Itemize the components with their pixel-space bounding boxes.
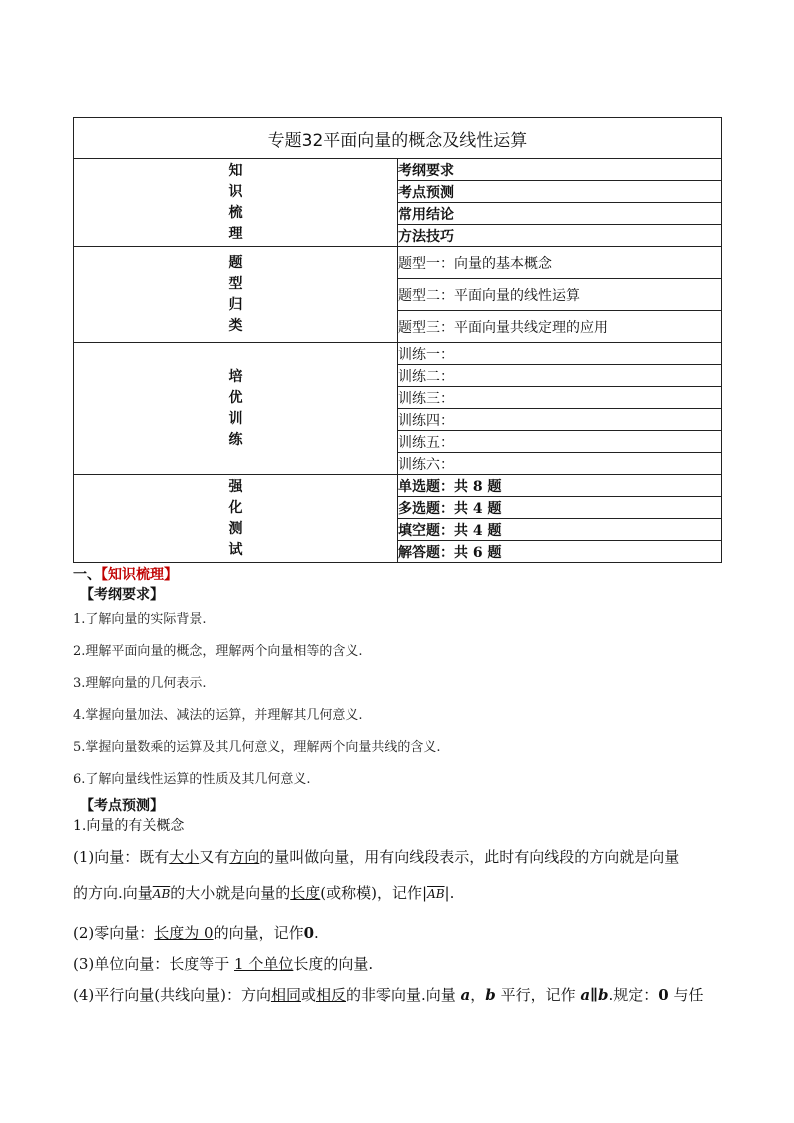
heading-outline-requirements: 【考纲要求】 — [80, 587, 164, 603]
paragraph-vector-def-cont: 的方向.向量$\overline{AB}$的大小就是向量的长度(或称模)，记作$|\overline{AB}|$. — [73, 884, 455, 902]
paragraph-parallel-vector: (4)平行向量(共线向量)：方向相同或相反的非零向量.向量 a，b 平行，记作 a∥b.规定：0 与任 — [73, 986, 704, 1004]
outline-item[interactable]: 解答题：共 6 题 — [398, 541, 722, 563]
outline-item[interactable]: 训练六： — [398, 453, 722, 475]
outline-item[interactable]: 训练四： — [398, 409, 722, 431]
outline-item[interactable]: 填空题：共 4 题 — [398, 519, 722, 541]
prediction-subheading: 1.向量的有关概念 — [73, 818, 185, 834]
outline-item[interactable]: 单选题：共 8 题 — [398, 475, 722, 497]
paragraph-unit-vector: (3)单位向量：长度等于 1 个单位长度的向量. — [73, 955, 374, 973]
paragraph-vector-def: (1)向量：既有大小又有方向的量叫做向量，用有向线段表示，此时有向线段的方向就是向量 — [73, 848, 680, 866]
outline-table — [73, 117, 722, 563]
outline-item[interactable]: 多选题：共 4 题 — [398, 497, 722, 519]
document-title: 专题32平面向量的概念及线性运算 — [74, 118, 722, 159]
section-label-tests: 强 化 测 试 — [74, 475, 398, 563]
requirement-item: 1.了解向量的实际背景. — [73, 612, 207, 627]
outline-item[interactable]: 训练二： — [398, 365, 722, 387]
outline-item[interactable]: 考点预测 — [398, 181, 722, 203]
requirement-item: 3.理解向量的几何表示. — [73, 676, 207, 691]
vector-ab-magnitude: $\overline{AB}$ — [427, 887, 445, 901]
section-label-question-types: 题 型 归 类 — [74, 247, 398, 343]
paragraph-zero-vector: (2)零向量：长度为 0的向量，记作0. — [73, 924, 319, 942]
heading-prediction: 【考点预测】 — [80, 798, 164, 814]
requirement-item: 4.掌握向量加法、减法的运算，并理解其几何意义. — [73, 708, 363, 723]
section-label-knowledge: 知 识 梳 理 — [74, 159, 398, 247]
requirement-item: 6.了解向量线性运算的性质及其几何意义. — [73, 772, 311, 787]
outline-item[interactable]: 常用结论 — [398, 203, 722, 225]
outline-item[interactable]: 考纲要求 — [398, 159, 722, 181]
requirement-item: 5.掌握向量数乘的运算及其几何意义，理解两个向量共线的含义. — [73, 740, 441, 755]
section-heading-knowledge: 一、【知识梳理】 — [73, 567, 178, 583]
vector-ab: $\overline{AB}$ — [152, 887, 171, 901]
outline-item[interactable]: 题型一：向量的基本概念 — [398, 247, 722, 279]
outline-item[interactable]: 训练三： — [398, 387, 722, 409]
outline-item[interactable]: 题型三：平面向量共线定理的应用 — [398, 311, 722, 343]
outline-item[interactable]: 训练五： — [398, 431, 722, 453]
outline-item[interactable]: 题型二：平面向量的线性运算 — [398, 279, 722, 311]
section-label-training: 培 优 训 练 — [74, 343, 398, 475]
requirement-item: 2.理解平面向量的概念，理解两个向量相等的含义. — [73, 644, 363, 659]
outline-item[interactable]: 方法技巧 — [398, 225, 722, 247]
outline-item[interactable]: 训练一： — [398, 343, 722, 365]
